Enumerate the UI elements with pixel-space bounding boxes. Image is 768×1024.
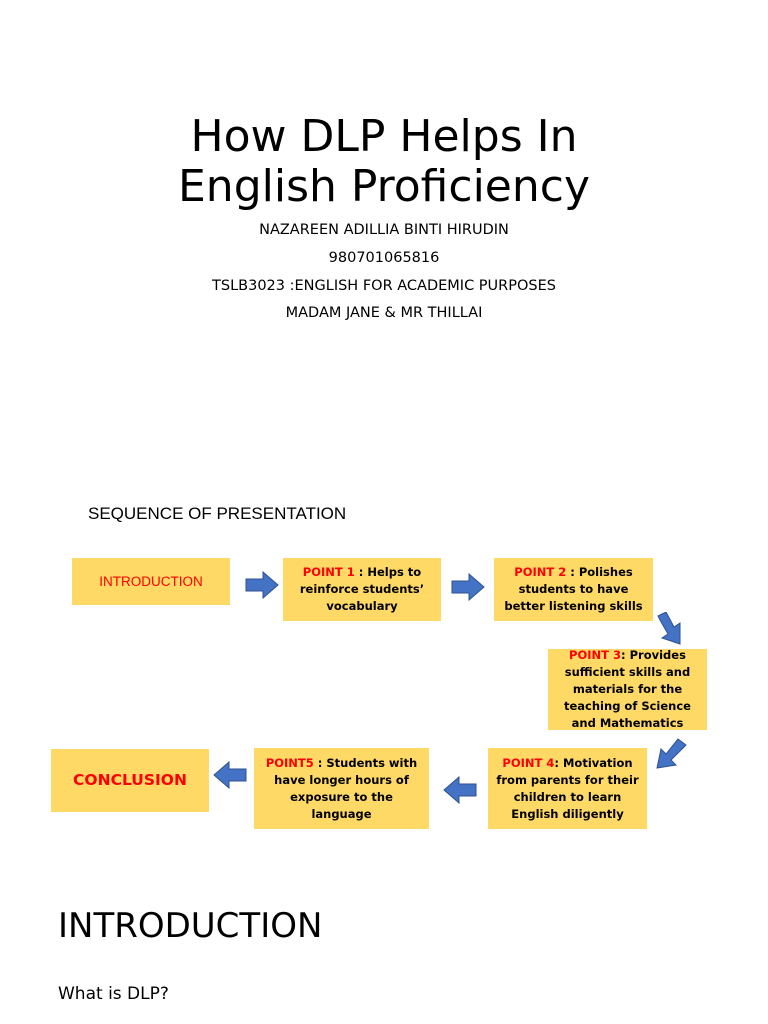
point2-text: : Polishes students to have better listening skills: [504, 565, 643, 613]
point5-text: : Students with have longer hours of exposure to the language: [274, 755, 418, 821]
point3-text: : Provides sufficient skills and materials for the teaching of Science and Mathematics: [564, 648, 691, 730]
sequence-heading: SEQUENCE OF PRESENTATION: [88, 504, 347, 523]
conclusion-box: [51, 749, 209, 812]
arrow-right-icon: [451, 573, 485, 601]
slide-title: [0, 112, 768, 212]
point1-label: POINT 1: [302, 565, 355, 579]
id-number: 980701065816: [328, 250, 440, 266]
course-name: TSLB3023 :ENGLISH FOR ACADEMIC PURPOSES: [212, 278, 556, 294]
title-line-1: How DLP Helps In: [190, 111, 578, 162]
point1-box: [283, 558, 441, 621]
point4-text: : Motivation from parents for their children to learn English diligently: [496, 755, 639, 821]
point2-label: POINT 2: [514, 565, 567, 579]
arrow-down-right-icon: [654, 612, 686, 646]
arrow-left-icon: [443, 776, 477, 804]
point4-label: POINT 4: [502, 755, 555, 770]
title-line-2: English Proficiency: [178, 161, 590, 212]
author-name: NAZAREEN ADILLIA BINTI HIRUDIN: [259, 222, 509, 238]
introduction-box: [72, 558, 230, 605]
what-is-dlp-text: What is DLP?: [58, 984, 169, 1004]
point5-box: [254, 748, 429, 829]
lecturer-names: MADAM JANE & MR THILLAI: [285, 305, 483, 321]
arrow-right-icon: [245, 571, 279, 599]
conclusion-box-label: CONCLUSION: [73, 771, 187, 789]
arrow-down-left-icon: [656, 738, 688, 770]
point3-box: [548, 649, 707, 730]
point2-box: [494, 558, 653, 621]
point5-label: POINT5: [265, 755, 314, 770]
introduction-heading: INTRODUCTION: [58, 906, 323, 946]
point3-label: POINT 3: [569, 648, 622, 662]
introduction-box-label: INTRODUCTION: [99, 574, 203, 589]
point4-box: [488, 748, 647, 829]
arrow-left-icon: [213, 761, 247, 789]
point1-text: : Helps to reinforce students’ vocabulary: [299, 565, 425, 613]
